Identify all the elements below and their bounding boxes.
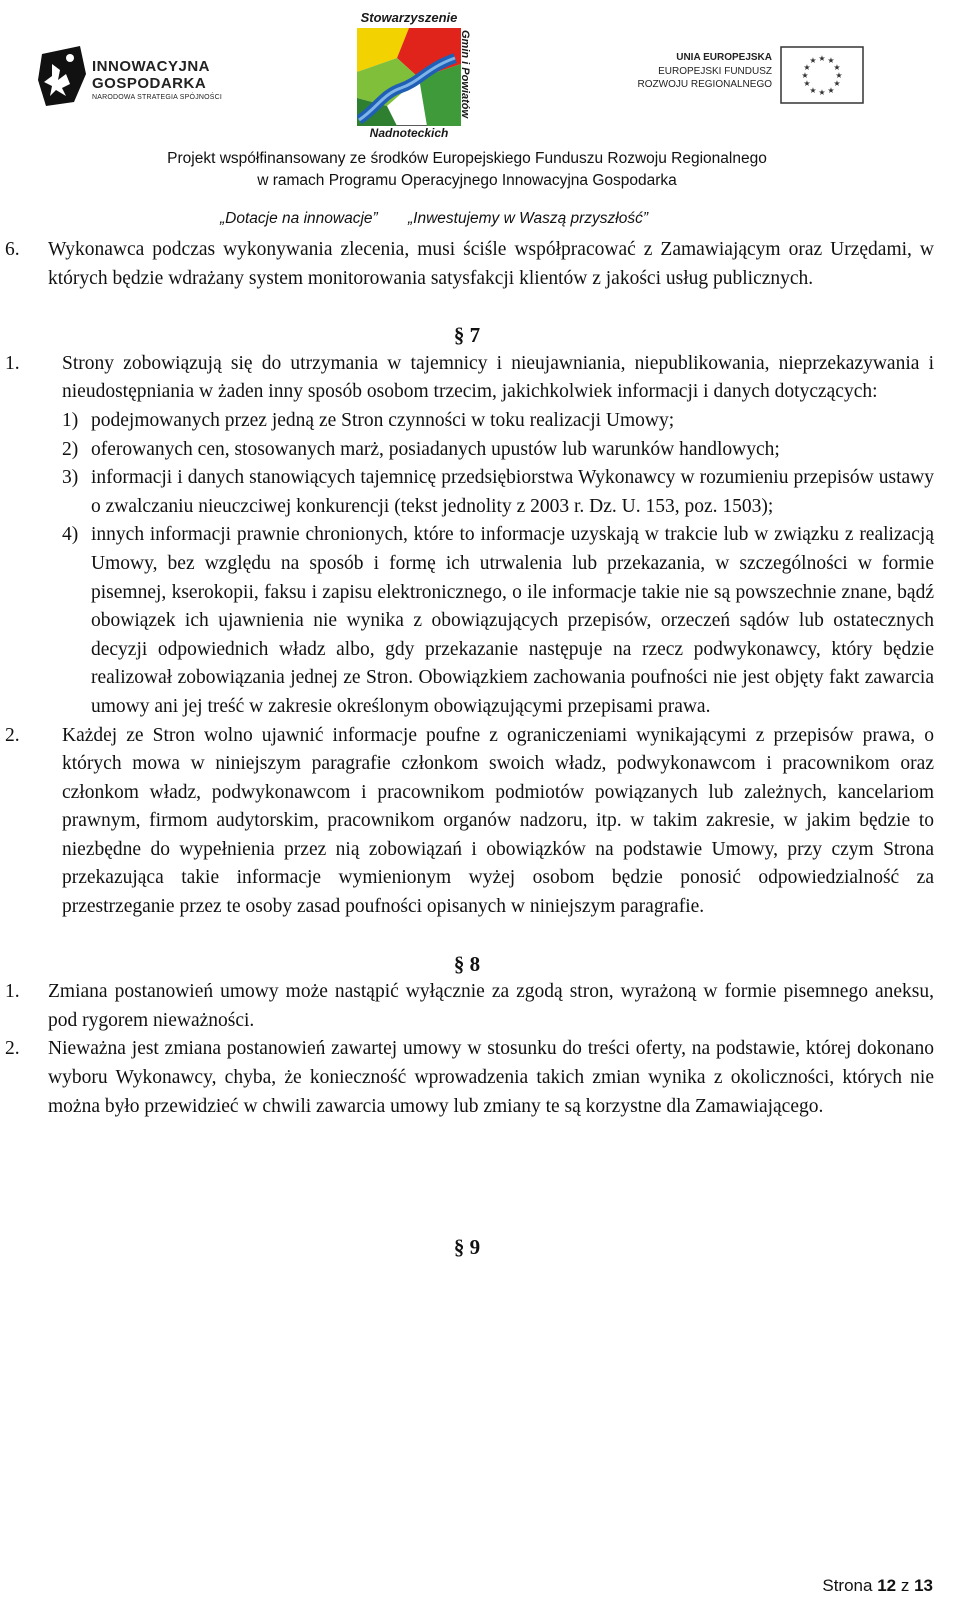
logo-right-line2: EUROPEJSKI FUNDUSZ (658, 66, 772, 77)
paragraph-6 (0, 236, 934, 293)
svg-text:★: ★ (801, 71, 809, 80)
list-item-text: oferowanych cen, stosowanych marż, posiadanych upustów lub warunków handlowych; (91, 438, 780, 460)
paragraph-text: Wykonawca podczas wykonywania zlecenia, musi ściśle współpracować z Zamawiającym oraz Urzędami, w których będzie wdrażany system monitorowania satysfakcji klientów z jakości usług publicznych. (48, 239, 934, 289)
section-9-heading: § 9 (453, 1235, 481, 1260)
paragraph-number: 2. (5, 1038, 20, 1060)
document-body (0, 236, 934, 1262)
svg-text:★: ★ (803, 63, 811, 72)
svg-text:★: ★ (833, 79, 841, 88)
eu-flag-icon (780, 46, 864, 104)
svg-text:★: ★ (818, 88, 826, 97)
logo-left-line3: NARODOWA STRATEGIA SPÓJNOŚCI (92, 94, 223, 101)
section-8-point-1 (0, 978, 934, 1035)
section-7-point-2 (0, 722, 934, 922)
list-item (62, 436, 934, 465)
paragraph-text: Nieważna jest zmiana postanowień zawartej umowy w stosunku do treści oferty, na podstawie, której dokonano wyboru Wykonawcy, chyba, że konieczność wprowadzenia takich zmian wynika z okoliczności, których nie można było przewidzieć w chwili zawarcia umowy lub zmiany te są korzystne dla Zamawiającego. (48, 1038, 934, 1117)
paragraph-text: Strony zobowiązują się do utrzymania w tajemnicy i nieujawniania, niepublikowania, nieprzekazywania i nieudostępniania w żaden inny sposób osobom trzecim, jakichkolwiek informacji i danych dotyczących: (62, 352, 934, 403)
total-pages: 13 (914, 1576, 933, 1595)
paragraph-number: 1. (5, 352, 20, 374)
svg-text:★: ★ (803, 79, 811, 88)
stowarzyszenie-emblem-icon (357, 28, 461, 126)
list-item-text: innych informacji prawnie chronionych, które to informacje uzyskają w trakcie lub w związku z realizacją Umowy, bez względu na sposób i formę ich utrwalenia lub przekazania, w szczególności w formie pisemnej, kserokopii, faksu i zapisu elektronicznego, o ile informacje takie nie są powszechnie znane, bądź obowiązek ich ujawnienia nie wynika z obowiązujących przepisów, orzeczeń sądów lub ostatecznych decyzji odpowiednich władz albo, gdy przekazanie następuje na rzecz podwykonawcy, który będzie realizował zobowiązania jednej ze Stron. Obowiązkiem zachowania poufności nie jest objęty fakt zawarcia umowy ani jej treść w zakresie określonym obowiązującymi przepisami prawa. (91, 524, 934, 717)
page-separator: z (900, 1576, 910, 1595)
list-item-number: 2) (62, 438, 79, 460)
svg-text:★: ★ (827, 86, 835, 95)
slogan-dotacje: „Dotacje na innowacje” (220, 210, 378, 227)
list-item (62, 521, 934, 721)
list-item (62, 407, 934, 436)
list-item-number: 4) (62, 524, 79, 546)
logo-center-side-text: Gmin i Powiatów (459, 30, 471, 119)
logo-center-top-text: Stowarzyszenie (360, 10, 458, 25)
funding-line-1: Projekt współfinansowany ze środków Europejskiego Funduszu Rozwoju Regionalnego (167, 150, 767, 167)
logo-right-line3: ROZWOJU REGIONALNEGO (637, 79, 772, 90)
funding-statement (0, 148, 934, 192)
list-item-text: informacji i danych stanowiących tajemnicę przedsiębiorstwa Wykonawcy w rozumieniu przepisów ustawy o zwalczaniu nieuczciwej konkurencji (tekst jednolity z 2003 r. Dz. U. 153, poz. 1503); (91, 467, 934, 517)
page-label: Strona (822, 1576, 873, 1595)
section-8-point-2 (0, 1035, 934, 1121)
logo-right-line1: UNIA EUROPEJSKA (676, 52, 772, 63)
innowacyjna-gospodarka-logo (36, 44, 246, 108)
page-number (822, 1576, 933, 1596)
paragraph-text: Każdej ze Stron wolno ujawnić informacje poufne z ograniczeniami wynikającymi z przepisów prawa, o których mowa w niniejszym paragrafie członkom swoich władz, podwykonawcom i pracownikom oraz członkom władz, podwykonawcom i pracownikom podmiotów powiązanych lub zależnych, kancelariom prawnym, firmom audytorskim, pracownikom organów nadzoru, itp. w takim zakresie, w jakim będzie to niezbędne do wypełnienia przez nią zobowiązań i obowiązków na podstawie Umowy, przy czym Strona przekazująca takie informacje wymienionym wyżej osobom będzie ponosić odpowiedzialność za przestrzeganie przez te osoby zasad poufności opisanych w niniejszym paragrafie. (62, 724, 934, 918)
svg-text:★: ★ (809, 86, 817, 95)
logo-left-line1: INNOWACYJNA (92, 58, 211, 75)
list-item-text: podejmowanych przez jedną ze Stron czynności w toku realizacji Umowy; (91, 409, 675, 431)
slogans (220, 210, 674, 228)
paragraph-number: 2. (5, 724, 20, 746)
svg-text:★: ★ (835, 71, 843, 80)
list-item (62, 464, 934, 521)
stowarzyszenie-logo (355, 6, 485, 142)
section-7-point-1 (0, 350, 934, 407)
paragraph-text: Zmiana postanowień umowy może nastąpić wyłącznie za zgodą stron, wyrażoną w formie pisemnego aneksu, pod rygorem nieważności. (48, 981, 934, 1031)
slogan-inwestujemy: „Inwestujemy w Waszą przyszłość” (407, 210, 648, 227)
list-item-number: 3) (62, 467, 79, 489)
paragraph-number: 1. (5, 981, 20, 1003)
svg-text:★: ★ (827, 56, 835, 65)
logo-left-line2: GOSPODARKA (92, 75, 207, 92)
paragraph-number: 6. (5, 239, 20, 260)
section-8-heading: § 8 (453, 951, 481, 976)
current-page: 12 (877, 1576, 897, 1595)
funding-line-2: w ramach Programu Operacyjnego Innowacyjna Gospodarka (257, 172, 677, 189)
section-7-heading: § 7 (453, 323, 481, 348)
innowacyjna-gospodarka-emblem-icon (36, 44, 88, 108)
logo-center-bottom-text: Nadnoteckich (369, 126, 449, 140)
svg-text:★: ★ (833, 63, 841, 72)
unia-europejska-logo (630, 46, 870, 106)
list-item-number: 1) (62, 409, 79, 431)
svg-text:★: ★ (818, 54, 826, 63)
svg-text:★: ★ (809, 56, 817, 65)
